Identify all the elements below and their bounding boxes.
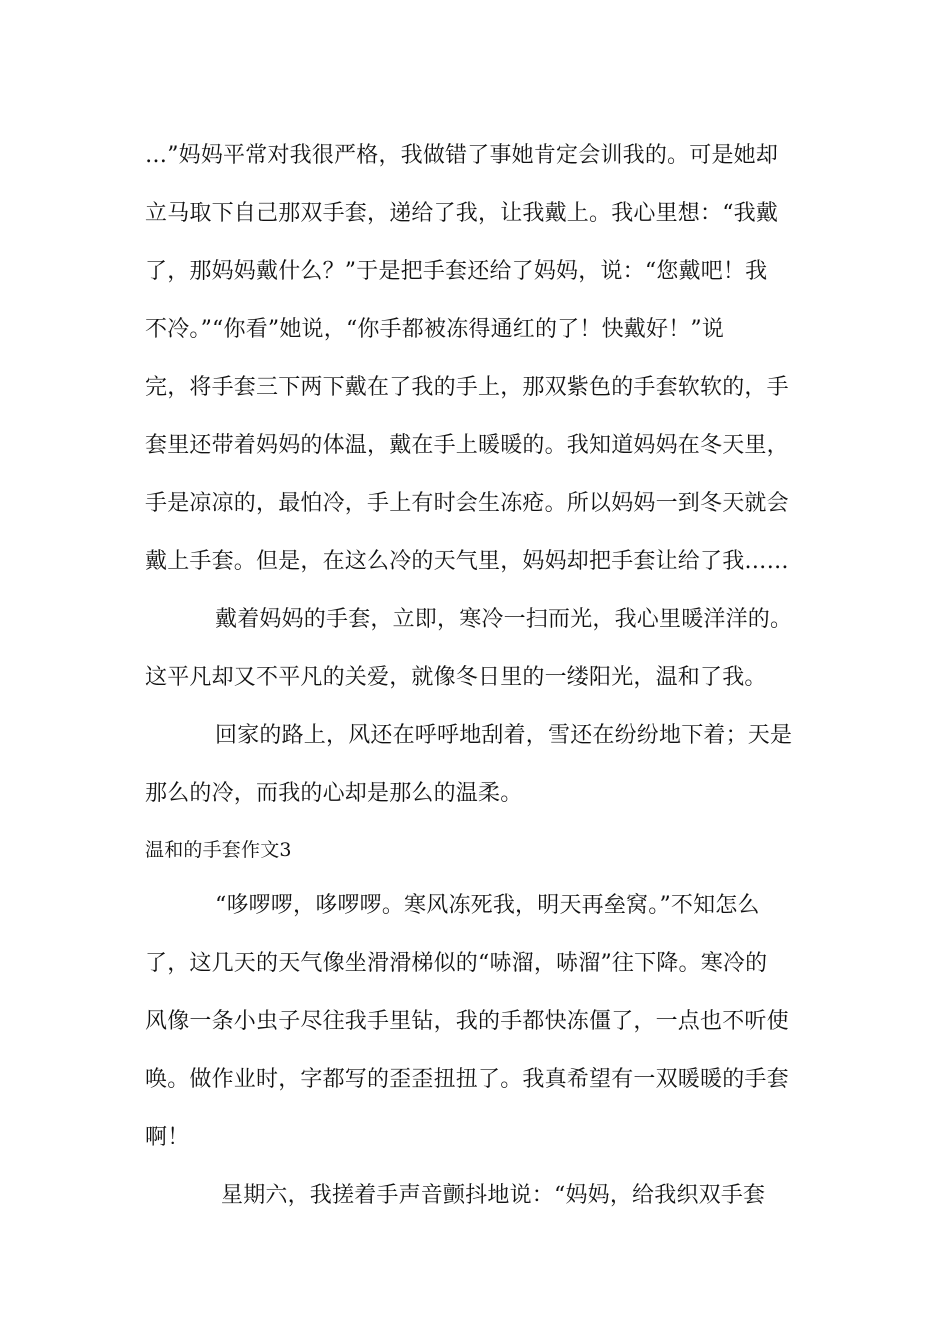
document-body: [145, 127, 810, 1225]
paragraph-line: 手是凉凉的，最怕冷，手上有时会生冻疮。所以妈妈一到冬天就会: [145, 491, 789, 516]
paragraph-line: 这平凡却又不平凡的关爱，就像冬日里的一缕阳光，温和了我。: [145, 665, 767, 690]
paragraph-line: 唤。做作业时，字都写的歪歪扭扭了。我真希望有一双暖暖的手套: [145, 1067, 789, 1092]
paragraph-line: …”妈妈平常对我很严格，我做错了事她肯定会训我的。可是她却: [145, 143, 779, 168]
paragraph-line: 星期六，我搓着手声音颤抖地说：“妈妈，给我织双手套: [221, 1183, 766, 1208]
paragraph-line: 回家的路上，风还在呼呼地刮着，雪还在纷纷地下着；天是: [215, 723, 793, 748]
section-heading: 温和的手套作文3: [145, 839, 292, 861]
paragraph-line: 啊！: [145, 1125, 190, 1150]
paragraph-line: 风像一条小虫子尽往我手里钻，我的手都快冻僵了，一点也不听使: [145, 1009, 789, 1034]
paragraph-line: “哆啰啰，哆啰啰。寒风冻死我，明天再垒窝。”不知怎么: [215, 893, 760, 918]
paragraph-line: 立马取下自己那双手套，递给了我，让我戴上。我心里想：“我戴: [145, 201, 779, 226]
paragraph-line: 不冷。”“你看”她说，“你手都被冻得通红的了！快戴好！”说: [145, 317, 725, 342]
paragraph-line: 了，这几天的天气像坐滑滑梯似的“哧溜，哧溜”往下降。寒冷的: [145, 951, 768, 976]
paragraph-line: 戴着妈妈的手套，立即，寒冷一扫而光，我心里暖洋洋的。: [215, 607, 793, 632]
paragraph-line: 套里还带着妈妈的体温，戴在手上暖暖的。我知道妈妈在冬天里，: [145, 433, 789, 458]
paragraph-line: 了，那妈妈戴什么？”于是把手套还给了妈妈，说：“您戴吧！我: [145, 259, 768, 284]
paragraph-line: 完，将手套三下两下戴在了我的手上，那双紫色的手套软软的，手: [145, 375, 789, 400]
paragraph-line: 那么的冷，而我的心却是那么的温柔。: [145, 781, 523, 806]
paragraph-line: 戴上手套。但是，在这么冷的天气里，妈妈却把手套让给了我……: [145, 549, 789, 574]
